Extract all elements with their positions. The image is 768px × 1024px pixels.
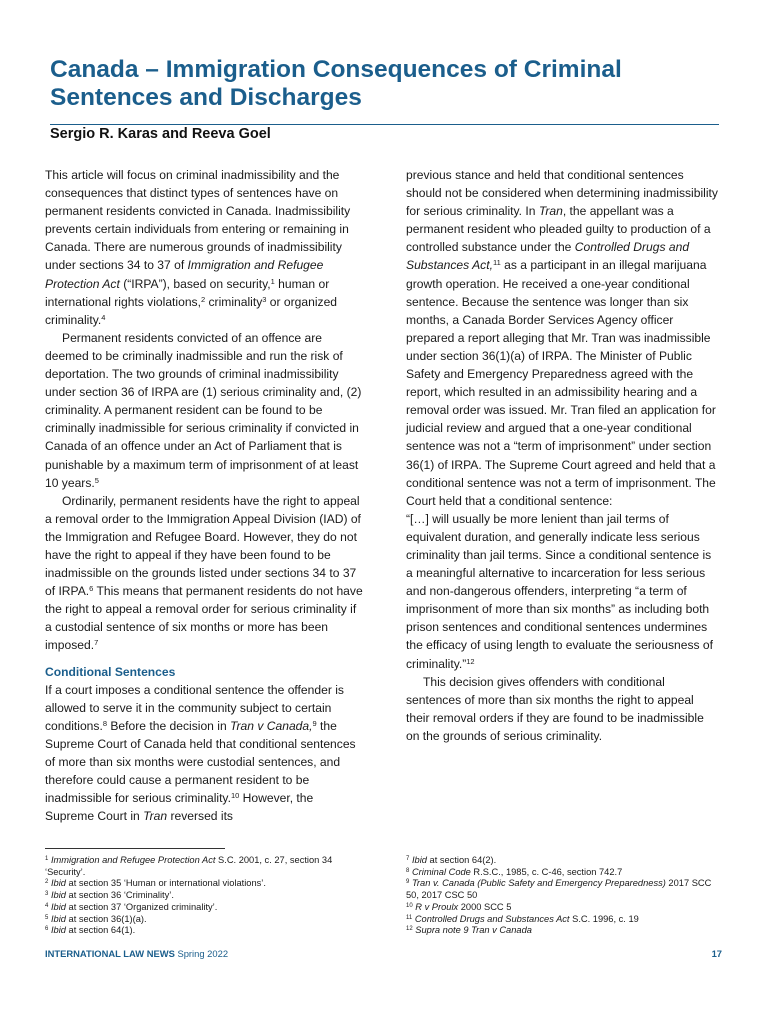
article-title-line-1: Canada – Immigration Consequences of Criminal <box>50 56 622 83</box>
footnote-4: $^4$ Ibid at section 37 ‘Organized criminality’. <box>45 901 218 912</box>
footnote-ref-1[interactable]: 1 <box>270 276 275 286</box>
footnote-5: $^5$ Ibid at section 36(1)(a). <box>45 913 147 924</box>
footnote-7: $^7$ Ibid at section 64(2). <box>406 855 497 865</box>
footnote-1: $^1$ Immigration and Refugee Protection Act S.C. 2001, c. 27, section 34 ‘Security’. <box>45 855 333 877</box>
footnote-ref-5[interactable]: 5 <box>94 475 99 485</box>
paragraph-intro: This article will focus on criminal inadmissibility and the consequences that distinct types of sentences have on permanent residents convicted in Canada. Inadmissibility prevents certain individuals from entering or remaining in Canada. There are numerous grounds of inadmissibility under sections 34 to 37 of Immigration and Refugee Protection Act (“IRPA”), based on security,$^1$ human or international rights violations,$^2$ criminality$^3$ or organized criminality.$^4$ <box>45 168 351 327</box>
footnote-6: $^6$ Ibid at section 64(1). <box>45 925 136 936</box>
section-gap <box>45 655 365 663</box>
left-column <box>45 166 365 825</box>
footnote-ref-8[interactable]: 8 <box>102 718 107 728</box>
footnote-ref-3[interactable]: 3 <box>262 294 267 304</box>
footnote-9: $^9$ Tran v. Canada (Public Safety and Emergency Preparedness) 2017 SCC 50, 2017 CSC 50 <box>406 878 712 901</box>
paragraph-criminal-inadmissibility: Permanent residents convicted of an offence are deemed to be criminally inadmissible and run the risk of deportation. The two grounds of criminal inadmissibility under section 36 of IRPA are (1) serious criminality and, (2) criminality. A permanent resident can be found to be criminally inadmissible for serious criminality if convicted in Canada of an offence under an Act of Parliament that is punishable by a maximum term of imprisonment of at least 10 years.$^5$ <box>45 330 362 490</box>
footnote-ref-9[interactable]: 9 <box>312 718 317 728</box>
article-authors: Sergio R. Karas and Reeva Goel <box>50 126 271 142</box>
footnote-8: $^8$ Criminal Code R.S.C., 1985, c. C-46, section 742.7 <box>406 866 623 877</box>
footnotes-left <box>45 855 363 937</box>
page-footer <box>45 948 228 960</box>
article-title <box>50 56 730 112</box>
page-number: 17 <box>711 948 722 959</box>
footnote-3: $^3$ Ibid at section 36 ‘Criminality’. <box>45 890 174 901</box>
footnote-10: $^{10}$ R v Proulx 2000 SCC 5 <box>406 901 512 912</box>
article-title-line-2: Sentences and Discharges <box>50 84 362 111</box>
footnote-12: $^{12}$ Supra note 9 Tran v Canada <box>406 925 532 936</box>
paragraph-tran-case: previous stance and held that conditional sentences should not be considered when determining inadmissibility for serious criminality. In Tran, the appellant was a permanent resident who pleaded guilty to production of a controlled substance under the Controlled Drugs and Substances Act,$^{11}$ as a participant in an illegal marijuana growth operation. He received a one-year conditional sentence. Because the sentence was longer than six months, a Canada Border Services Agency officer prepared a report alleging that Mr. Tran was inadmissible under section 36(1)(a) of IRPA. The Minister of Public Safety and Emergency Preparedness agreed with the report, which resulted in an admissibility hearing and a removal order was issued. Mr. Tran filed an application for judicial review and argued that a one-year conditional sentence was not a “term of imprisonment” under section 36(1) of IRPA. The Supreme Court agreed and held that a conditional sentence was not a term of imprisonment. The Court held that a conditional sentence: <box>406 168 718 508</box>
footnote-divider <box>45 848 225 849</box>
footnote-ref-10[interactable]: 10 <box>230 791 240 801</box>
right-column <box>406 166 720 745</box>
footnote-11: $^{11}$ Controlled Drugs and Substances Act S.C. 1996, c. 19 <box>406 913 639 924</box>
footnote-2: $^2$ Ibid at section 35 ‘Human or international violations’. <box>45 878 266 889</box>
footnote-ref-6[interactable]: 6 <box>89 584 94 594</box>
court-quotation: “[…] will usually be more lenient than jail terms of equivalent duration, and generally indicate less serious criminality than jail terms. Since a conditional sentence is a meaningful alternative to incarceration for less serious and non-dangerous offenders, interpreting “a term of imprisonment of more than six months” as including both prison sentences and conditional sentences undermines the efficacy of using length to evaluate the seriousness of criminality.”$^{12}$ <box>406 511 714 671</box>
footnotes-right <box>406 855 720 937</box>
footnote-ref-7[interactable]: 7 <box>94 638 99 648</box>
issue-date: Spring 2022 <box>177 948 229 959</box>
footnote-ref-12[interactable]: 12 <box>466 656 475 666</box>
footnote-ref-4[interactable]: 4 <box>101 312 106 322</box>
section-heading-conditional-sentences: Conditional Sentences <box>45 664 176 679</box>
paragraph-right-to-appeal: Ordinarily, permanent residents have the right to appeal a removal order to the Immigration Appeal Division (IAD) of the Immigration and Refugee Board. However, they do not have the right to appeal if they have been found to be inadmissible on the grounds listed under sections 34 to 37 of IRPA.$^6$ This means that permanent residents do not have the right to appeal a removal order for serious criminality if a custodial sentence of six months or more has been imposed.$^7$ <box>45 493 363 653</box>
footnote-ref-2[interactable]: 2 <box>200 294 206 304</box>
paragraph-conditional-sentences: If a court imposes a conditional sentence the offender is allowed to serve it in the community subject to certain conditions.$^8$ Before the decision in Tran v Canada,$^9$ the Supreme Court of Canada held that conditional sentences of more than six months were custodial sentences, and therefore could cause a permanent resident to be inadmissible for serious criminality.$^{10}$ However, the Supreme Court in Tran reversed its <box>45 682 356 824</box>
footnote-ref-11[interactable]: 11 <box>492 258 501 268</box>
paragraph-decision-effect: This decision gives offenders with conditional sentences of more than six months the right to appeal their removal orders if they are found to be inadmissible on the grounds of serious criminality. <box>406 674 704 743</box>
publication-name: INTERNATIONAL LAW NEWS <box>45 948 175 959</box>
